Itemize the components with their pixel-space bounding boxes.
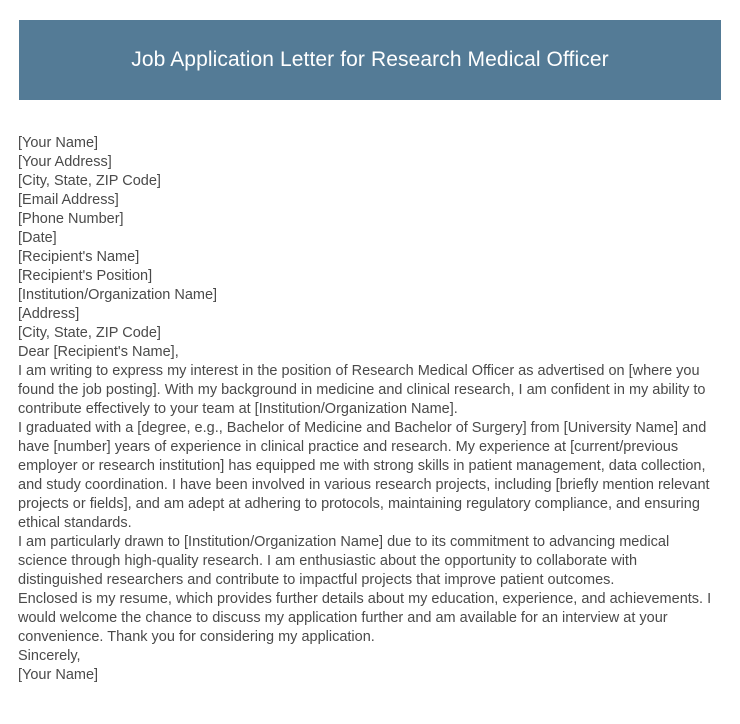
sender-phone-line: [Phone Number] (18, 211, 124, 227)
salutation-line: Dear [Recipient's Name], (18, 344, 179, 360)
recipient-address-line: [Address] (18, 306, 80, 322)
recipient-position-line: [Recipient's Position] (18, 268, 153, 284)
body-paragraph-4: Enclosed is my resume, which provides further details about my education, experience, and achievements. I would welcome the chance to discuss my application further and am available for an interview at your convenience. Thank you for considering my application. (18, 591, 712, 645)
body-paragraph-1: I am writing to express my interest in the position of Research Medical Officer as advertised on [where you found the job posting]. With my background in medicine and clinical research, I am confident in my ability to contribute effectively to your team at [Institution/Organization Name]. (18, 363, 706, 417)
signature-line: [Your Name] (18, 667, 99, 683)
body-paragraph-2: I graduated with a [degree, e.g., Bachelor of Medicine and Bachelor of Surgery] from [University Name] and have [number] years of experience in clinical practice and research. My experience at [current/previous employer or research institution] has equipped me with strong skills in patient management, data collection, and study coordination. I have been involved in various research projects, including [briefly mention relevant projects or fields], and am adept at adhering to protocols, maintaining regulatory compliance, and ensuring ethical standards. (18, 420, 710, 531)
letter-content (18, 134, 721, 685)
body-paragraph-3: I am particularly drawn to [Institution/Organization Name] due to its commitment to advancing medical science through high-quality research. I am enthusiastic about the opportunity to collaborate with distinguished researchers and contribute to impactful projects that improve patient outcomes. (18, 534, 670, 588)
sender-address-line: [Your Address] (18, 154, 112, 170)
sender-city-state-zip-line: [City, State, ZIP Code] (18, 173, 161, 189)
sender-name-line: [Your Name] (18, 135, 99, 151)
recipient-city-state-zip-line: [City, State, ZIP Code] (18, 325, 161, 341)
recipient-organization-line: [Institution/Organization Name] (18, 287, 218, 303)
document-title: Job Application Letter for Research Medical Officer (131, 48, 609, 72)
document-header-banner (19, 20, 721, 100)
closing-line: Sincerely, (18, 648, 81, 664)
date-line: [Date] (18, 230, 57, 246)
sender-email-line: [Email Address] (18, 192, 119, 208)
recipient-name-line: [Recipient's Name] (18, 249, 140, 265)
